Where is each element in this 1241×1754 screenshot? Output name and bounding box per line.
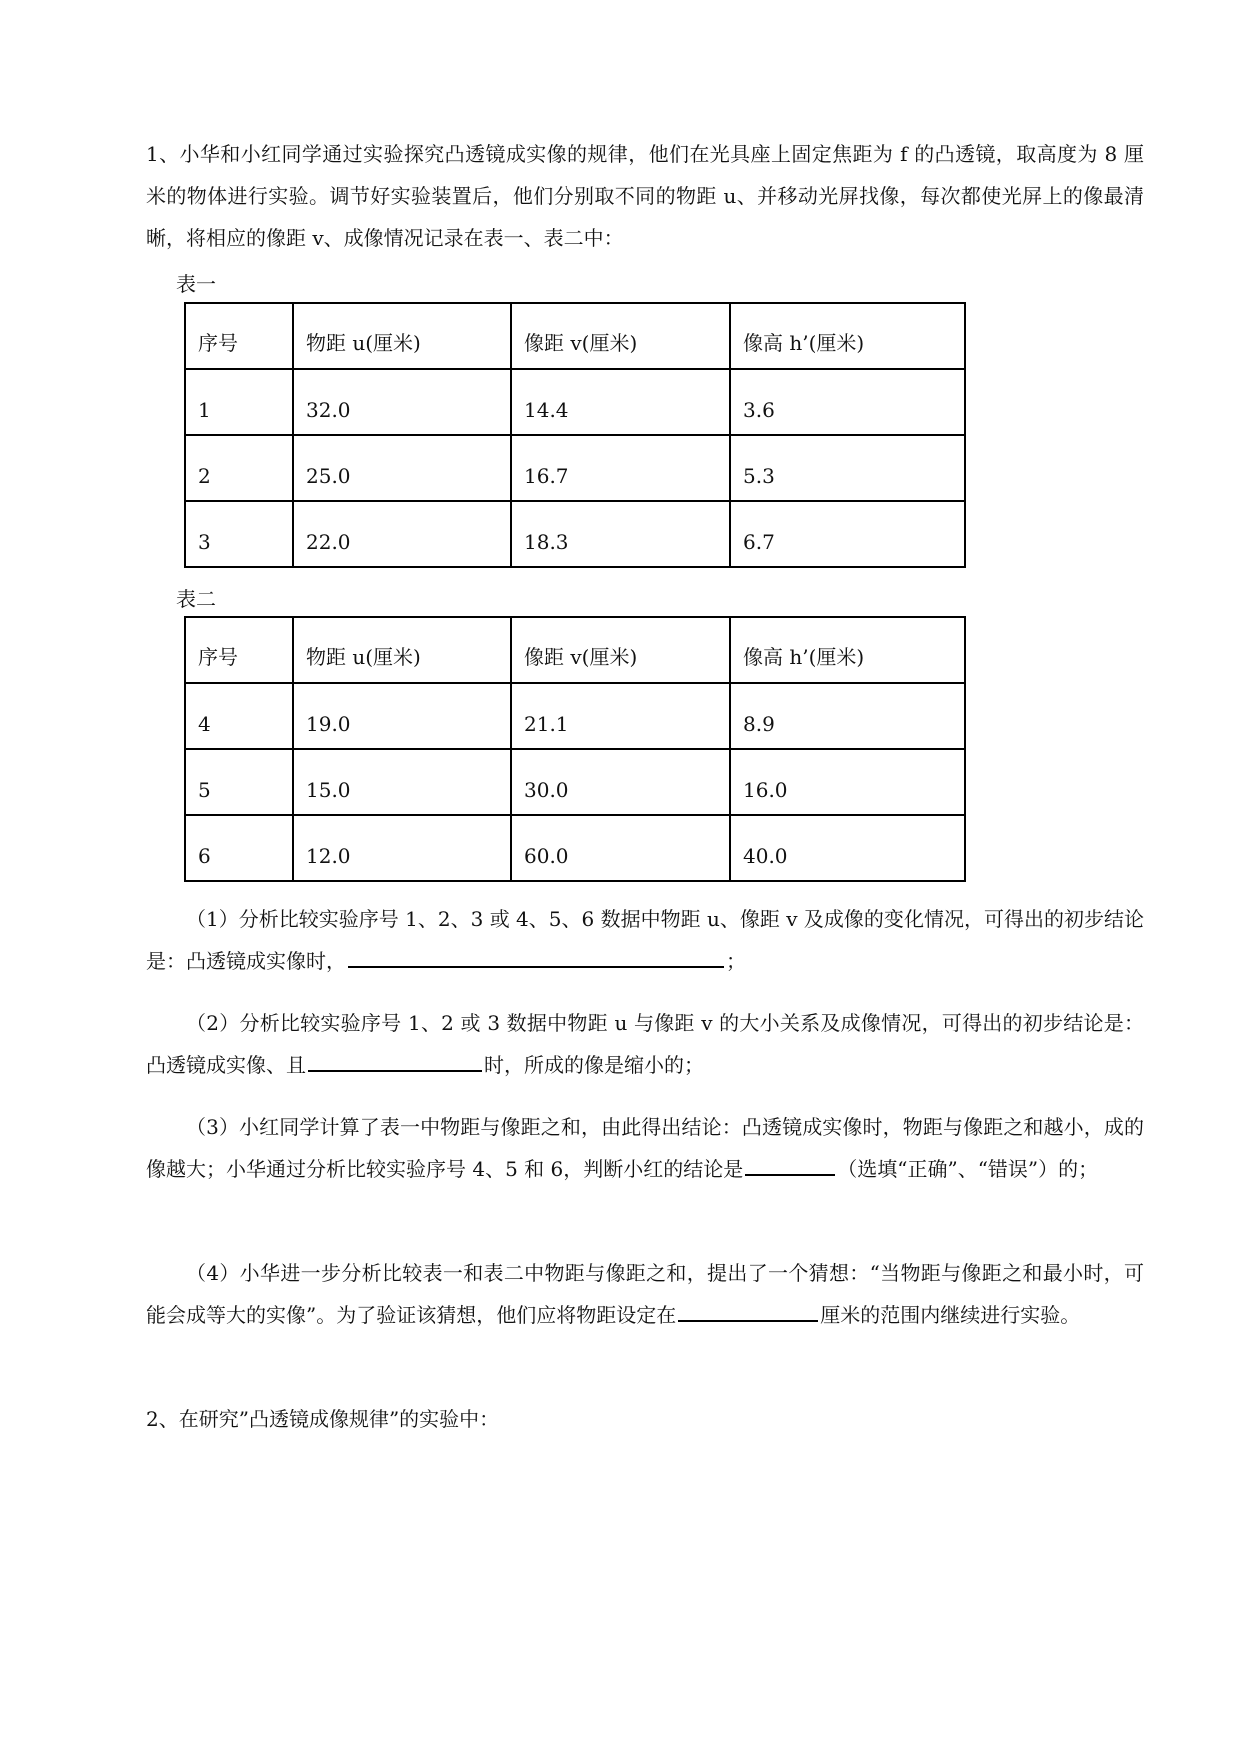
table-cell: 32.0: [293, 369, 511, 435]
sub-question-3: [146, 1106, 1144, 1190]
sub-question-2-text: （2）分析比较实验序号 1、2 或 3 数据中物距 u 与像距 v 的大小关系及成像情况，可得出的初步结论是：凸透镜成实像、且: [146, 1011, 1144, 1077]
table-cell: 6: [185, 815, 293, 881]
table-2-caption: 表二: [176, 587, 216, 611]
question-1-intro: 1、小华和小红同学通过实验探究凸透镜成实像的规律，他们在光具座上固定焦距为 f 的凸透镜，取高度为 8 厘米的物体进行实验。调节好实验装置后，他们分别取不同的物距 u、并移动光屏找像，每次都使光屏上的像最清晰，将相应的像距 v、成像情况记录在表一、表二中：: [146, 142, 1144, 250]
table-cell: 14.4: [511, 369, 730, 435]
header-cell-image-height: 像高 h’(厘米): [730, 617, 965, 683]
sub-question-2: [146, 1002, 1144, 1086]
sub-question-4-tail: 厘米的范围内继续进行实验。: [820, 1303, 1081, 1327]
sub-question-1-text: （1）分析比较实验序号 1、2、3 或 4、5、6 数据中物距 u、像距 v 及成像的变化情况，可得出的初步结论是：凸透镜成实像时，: [146, 907, 1144, 973]
question-2-intro: 2、在研究”凸透镜成像规律”的实验中：: [146, 1407, 500, 1431]
sub-question-1-tail: ；: [726, 949, 746, 973]
table-cell: 18.3: [511, 501, 730, 567]
table-cell: 8.9: [730, 683, 965, 749]
answer-blank-1[interactable]: [348, 944, 724, 968]
header-cell-object-distance: 物距 u(厘米): [293, 303, 511, 369]
header-cell-index: 序号: [185, 617, 293, 683]
header-cell-image-distance: 像距 v(厘米): [511, 303, 730, 369]
sub-question-2-tail: 时，所成的像是缩小的；: [484, 1053, 704, 1077]
table-2: [184, 616, 966, 882]
header-cell-image-height: 像高 h’(厘米): [730, 303, 965, 369]
table-cell: 19.0: [293, 683, 511, 749]
sub-question-3-text: （3）小红同学计算了表一中物距与像距之和，由此得出结论：凸透镜成实像时，物距与像距之和越小，成的像越大；小华通过分析比较实验序号 4、5 和 6，判断小红的结论是: [146, 1115, 1144, 1181]
table-cell: 3.6: [730, 369, 965, 435]
sub-question-1: [146, 898, 1144, 982]
answer-blank-3[interactable]: [745, 1152, 835, 1176]
table-cell: 25.0: [293, 435, 511, 501]
sub-question-4-text: （4）小华进一步分析比较表一和表二中物距与像距之和，提出了一个猜想：“当物距与像距之和最小时，可能会成等大的实像”。为了验证该猜想，他们应将物距设定在: [146, 1261, 1144, 1327]
answer-blank-2[interactable]: [308, 1048, 482, 1072]
header-cell-index: 序号: [185, 303, 293, 369]
table-1: [184, 302, 966, 568]
table-1-caption: 表一: [176, 272, 216, 296]
table-row: [185, 501, 965, 567]
table-cell: 6.7: [730, 501, 965, 567]
table-cell: 3: [185, 501, 293, 567]
table-header-row: [185, 303, 965, 369]
table-cell: 5.3: [730, 435, 965, 501]
table-cell: 21.1: [511, 683, 730, 749]
table-cell: 1: [185, 369, 293, 435]
table-row: [185, 435, 965, 501]
header-cell-image-distance: 像距 v(厘米): [511, 617, 730, 683]
table-cell: 16.0: [730, 749, 965, 815]
table-row: [185, 815, 965, 881]
table-row: [185, 749, 965, 815]
table-cell: 30.0: [511, 749, 730, 815]
answer-blank-4[interactable]: [678, 1298, 818, 1322]
table-row: [185, 683, 965, 749]
table-header-row: [185, 617, 965, 683]
table-cell: 16.7: [511, 435, 730, 501]
table-cell: 12.0: [293, 815, 511, 881]
header-cell-object-distance: 物距 u(厘米): [293, 617, 511, 683]
table-cell: 40.0: [730, 815, 965, 881]
table-row: [185, 369, 965, 435]
table-cell: 15.0: [293, 749, 511, 815]
table-cell: 22.0: [293, 501, 511, 567]
table-cell: 4: [185, 683, 293, 749]
table-cell: 60.0: [511, 815, 730, 881]
sub-question-4: [146, 1252, 1144, 1336]
table-cell: 5: [185, 749, 293, 815]
table-cell: 2: [185, 435, 293, 501]
sub-question-3-tail: （选填“正确”、“错误”）的；: [837, 1157, 1099, 1181]
